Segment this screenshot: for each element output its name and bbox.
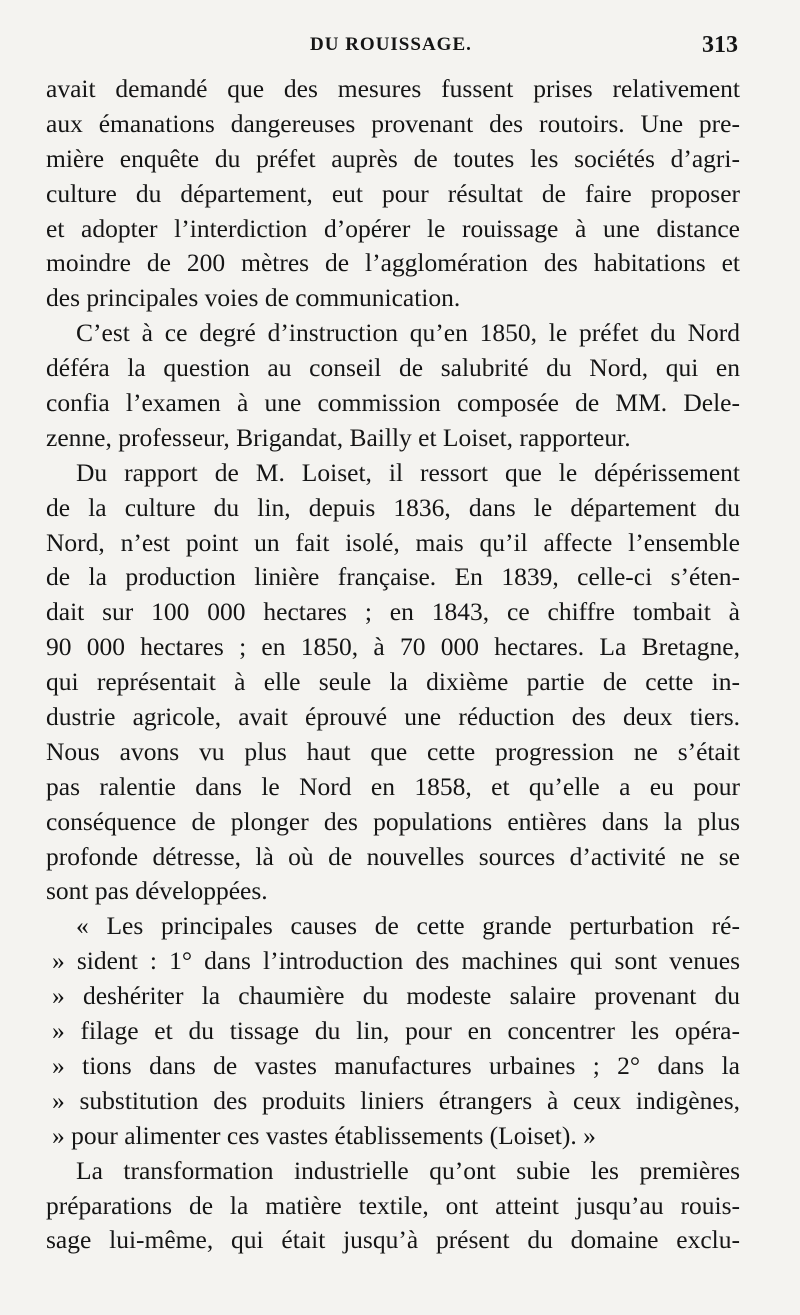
text-line: » deshériter la chaumière du modeste salaire provenant du (52, 981, 740, 1011)
text-line: confia l’examen à une commission composée de MM. Dele- (46, 388, 740, 418)
page-header (48, 32, 738, 62)
text-line: préparations de la matière textile, ont atteint jusqu’au rouis- (46, 1190, 740, 1220)
text-line: avait demandé que des mesures fussent prises relativement (46, 74, 740, 103)
text-line: profonde détresse, là où de nouvelles sources d’activité ne se (46, 841, 740, 871)
text-line: culture du département, eut pour résultat de faire proposer (46, 178, 740, 208)
text-line: Nous avons vu plus haut que cette progression ne s’était (46, 736, 740, 766)
text-line: sont pas développées. (46, 876, 268, 906)
text-line: dustrie agricole, avait éprouvé une réduction des deux tiers. (46, 702, 740, 732)
text-line: » tions dans de vastes manufactures urbaines ; 2° dans la (52, 1050, 740, 1080)
text-line: zenne, professeur, Brigandat, Bailly et Loiset, rapporteur. (46, 422, 631, 452)
text-line: » pour alimenter ces vastes établissements (Loiset). » (52, 1120, 596, 1150)
text-line: aux émanations dangereuses provenant des routoirs. Une pre- (46, 108, 740, 138)
text-line: déféra la question au conseil de salubrité du Nord, qui en (46, 353, 740, 383)
text-line: 90 000 hectares ; en 1850, à 70 000 hectares. La Bretagne, (46, 632, 740, 662)
text-line: pas ralentie dans le Nord en 1858, et qu’elle a eu pour (46, 771, 740, 801)
text-line: Du rapport de M. Loiset, il ressort que le dépérissement (76, 457, 740, 487)
text-line: » substitution des produits liniers étrangers à ceux indigènes, (52, 1085, 740, 1115)
text-line: » filage et du tissage du lin, pour en concentrer les opéra- (52, 1016, 740, 1046)
text-line: moindre de 200 mètres de l’agglomération des habitations et (46, 248, 740, 278)
text-line: La transformation industrielle qu’ont subie les premières (76, 1155, 740, 1185)
text-line: conséquence de plonger des populations entières dans la plus (46, 806, 740, 836)
text-line: « Les principales causes de cette grande perturbation ré- (76, 911, 740, 941)
text-line: Nord, n’est point un fait isolé, mais qu’il affecte l’ensemble (46, 527, 740, 557)
text-line: de la culture du lin, depuis 1836, dans le département du (46, 492, 740, 522)
text-line: qui représentait à elle seule la dixième partie de cette in- (46, 667, 740, 697)
text-line: » sident : 1° dans l’introduction des machines qui sont venues (52, 946, 740, 976)
text-line: de la production linière française. En 1839, celle-ci s’éten- (46, 562, 740, 592)
body-text (46, 72, 740, 1258)
text-line: mière enquête du préfet auprès de toutes les sociétés d’agri- (46, 143, 740, 173)
text-line: C’est à ce degré d’instruction qu’en 1850, le préfet du Nord (76, 318, 740, 348)
text-line: des principales voies de communication. (46, 283, 461, 313)
page-number: 313 (702, 32, 738, 58)
text-line: sage lui-même, qui était jusqu’à présent du domaine exclu- (46, 1225, 740, 1255)
text-line: et adopter l’interdiction d’opérer le rouissage à une distance (46, 213, 740, 243)
running-head: DU ROUISSAGE. (310, 34, 472, 55)
text-line: dait sur 100 000 hectares ; en 1843, ce chiffre tombait à (46, 597, 740, 627)
